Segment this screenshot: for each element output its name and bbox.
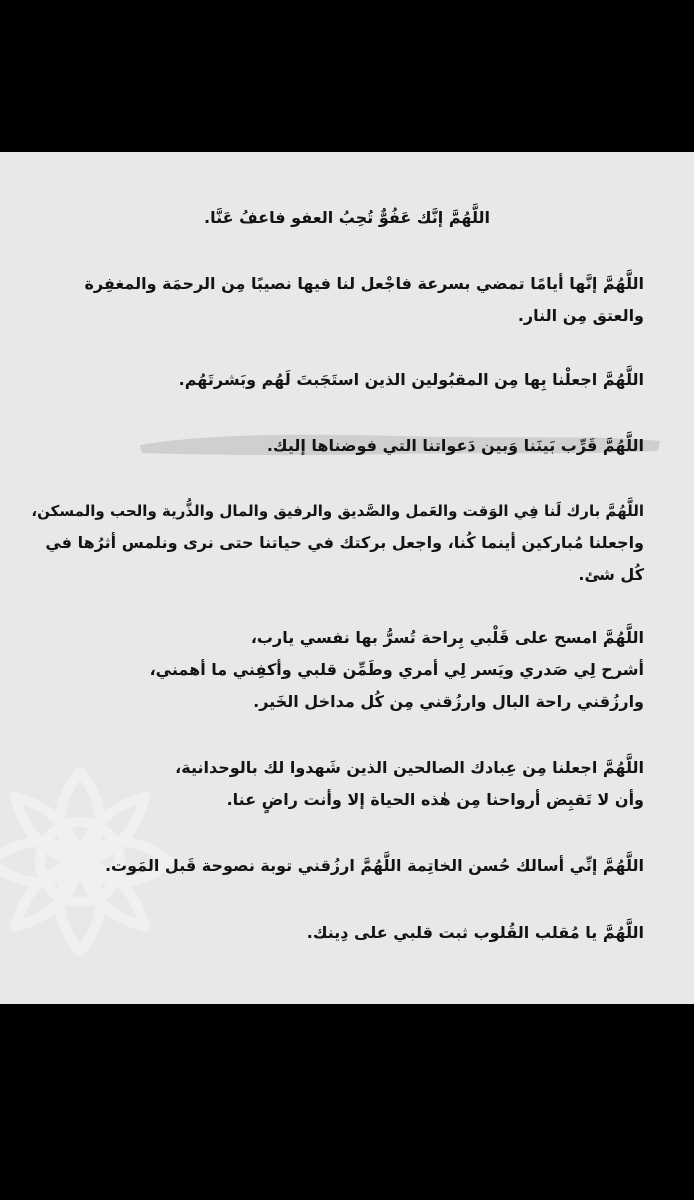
prayer-line: اللَّهُمَّ إنَّها أيامًا تمضي بسرعة فاجْعل لنا فيها نصيبًا مِن الرحمَة والمغفِرة [84,274,644,293]
prayer-line: اللَّهُمَّ امسح على قَلْبي بِراحة تُسرُّ بها نفسي يارب، [250,628,644,647]
prayer-6 [30,622,644,718]
prayer-line: اللَّهُمَّ بارك لَنا فِي الوَقت والعَمل والصَّديق والرفيق والمال والذُّرية والحب والمسكن، [31,502,644,520]
prayer-7 [30,752,644,816]
prayer-4 [30,430,644,462]
prayer-line: اللَّهُمَّ اجعلنا مِن عِبادك الصالحين الذين شَهدوا لك بالوحدانية، [175,758,644,777]
prayer-line: اللَّهُمَّ قَرِّب بَينَنا وَبين دَعواتنا التي فوضناها إليك. [266,436,644,455]
image-frame [0,152,694,1004]
prayer-line: اللَّهُمَّ اجعلْنا بِها مِن المقبُولين الذين استَجَبتَ لَهُم وبَشرتَهُم. [178,370,644,389]
prayer-8 [30,850,644,882]
prayer-line: وارزُقني راحة البال وارزُقني مِن كُل مداخل الخَير. [253,692,644,711]
prayer-line: اللَّهُمَّ يا مُقلب القُلوب ثبت قلبي على دِينك. [306,923,644,942]
prayer-line: اللَّهُمَّ إنِّي أسالك حُسن الخاتِمة اللَّهُمَّ ارزُقني توبة نصوحة قَبل المَوت. [104,856,644,875]
prayer-line: اللَّهُمَّ إنَّك عَفُوٌّ تُحِبُ العفو فاعفُ عَنَّا. [204,208,490,227]
prayer-line: والعتق مِن النار. [517,306,644,325]
prayer-2 [30,268,644,332]
prayer-line: وأن لا تَقبِض أرواحنا مِن هٰذه الحياة إلا وأنت راضٍ عنا. [226,790,644,809]
prayer-3 [30,364,644,396]
prayer-line: واجعلنا مُباركين أينما كُنا، واجعل بركتك في حياتنا حتى نرى ونلمس أثرُها في [45,533,644,552]
prayer-9 [30,917,644,949]
prayer-line: أشرح لِي صَدري ويَسر لِي أمري وطَمِّن قلبي وأكفِني ما أهمني، [149,660,644,679]
prayer-5 [30,495,644,591]
prayer-1 [90,202,604,234]
prayer-line: كُل شئ. [578,565,644,584]
